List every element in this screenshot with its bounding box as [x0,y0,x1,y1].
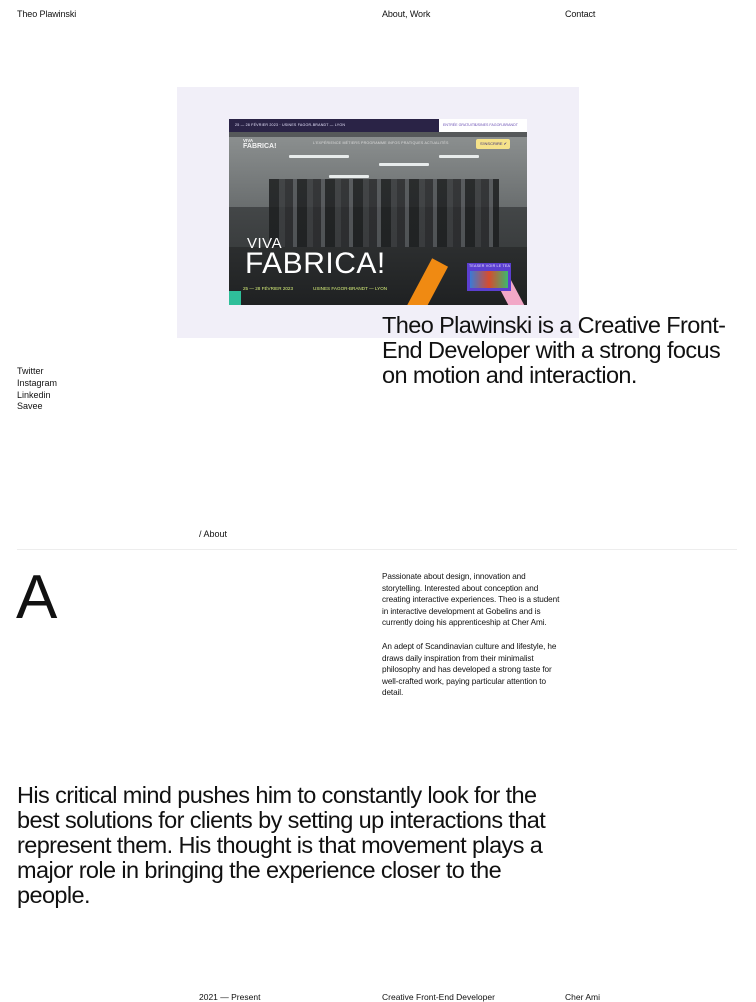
screenshot-title-line1: VIVA [247,235,283,252]
social-link-linkedin[interactable]: Linkedin [17,389,51,400]
about-paragraph-2: An adept of Scandinavian culture and lifestyle, he draws daily inspiration from their minimalist philosophy and has developed a strong taste for well-crafted work, paying particular attention to detail. [382,641,557,698]
screenshot-teaser-video [470,271,508,288]
nav-about-work-link[interactable]: About, Work [382,9,431,19]
screenshot-top-bar-right [439,119,527,132]
screenshot-top-bar [229,119,439,132]
experience-period: 2021 — Present [199,992,261,1002]
about-paragraph-1: Passionate about design, innovation and storytelling. Interested about conception and creating interactive experiences. Theo is a student in interactive development at Gobelins and is currently doing his apprenticeship at Cher Ami. [382,572,560,628]
screenshot-ceiling-light [439,155,479,158]
screenshot-logo [243,138,276,151]
project-screenshot-viva-fabrica[interactable] [229,119,527,305]
screenshot-crowd [269,179,499,249]
about-drop-letter: A [16,563,58,632]
screenshot-signup-badge [476,139,510,149]
social-link-instagram[interactable]: Instagram [17,377,58,388]
about-section-label: / About [199,529,228,539]
section-divider [17,549,737,550]
screenshot-ceiling-light [379,163,429,166]
site-name-link[interactable]: Theo Plawinski [17,9,77,19]
screenshot-top-bar-text: 25 — 28 FÉVRIER 2023 · USINES FAGOR-BRANDT — LYON [235,123,346,127]
screenshot-badge-text: S'INSCRIRE ✔ [480,141,508,146]
screenshot-venue: USINES FAGOR-BRANDT [475,123,518,127]
screenshot-ceiling-light [289,155,349,158]
screenshot-green-shape [229,291,241,305]
experience-role: Creative Front-End Developer [382,992,495,1002]
screenshot-dates: 25 — 28 FÉVRIER 2023 [243,286,294,291]
screenshot-logo-line2: FABRICA! [243,143,277,150]
social-link-savee[interactable]: Savee [17,401,43,412]
experience-company: Cher Ami [565,992,600,1002]
about-paragraphs [382,571,562,699]
hero-headline: Theo Plawinski is a Creative Front-End Developer with a strong focus on motion and interaction. [382,312,726,388]
about-statement: His critical mind pushes him to constantly look for the best solutions for clients by setting up interactions that represent them. His thought is that movement plays a major role in bringing the experience closer to the people. [17,782,546,908]
screenshot-title-line2: FABRICA! [245,247,386,280]
screenshot-ceiling-light [329,175,369,178]
screenshot-place: USINES FAGOR-BRANDT — LYON [313,286,388,291]
social-links [17,366,57,413]
social-link-twitter[interactable]: Twitter [17,366,44,376]
nav-contact-link[interactable]: Contact [565,9,596,19]
screenshot-free-entry: ENTRÉE GRATUITE [443,123,477,127]
screenshot-logo-line1: VIVA [243,138,254,143]
screenshot-teaser-label: TEASER VOIR LE TEA [469,264,511,268]
screenshot-menu: L'EXPÉRIENCE MÉTIERS PROGRAMME INFOS PRATIQUES ACTUALITÉS [313,141,449,145]
